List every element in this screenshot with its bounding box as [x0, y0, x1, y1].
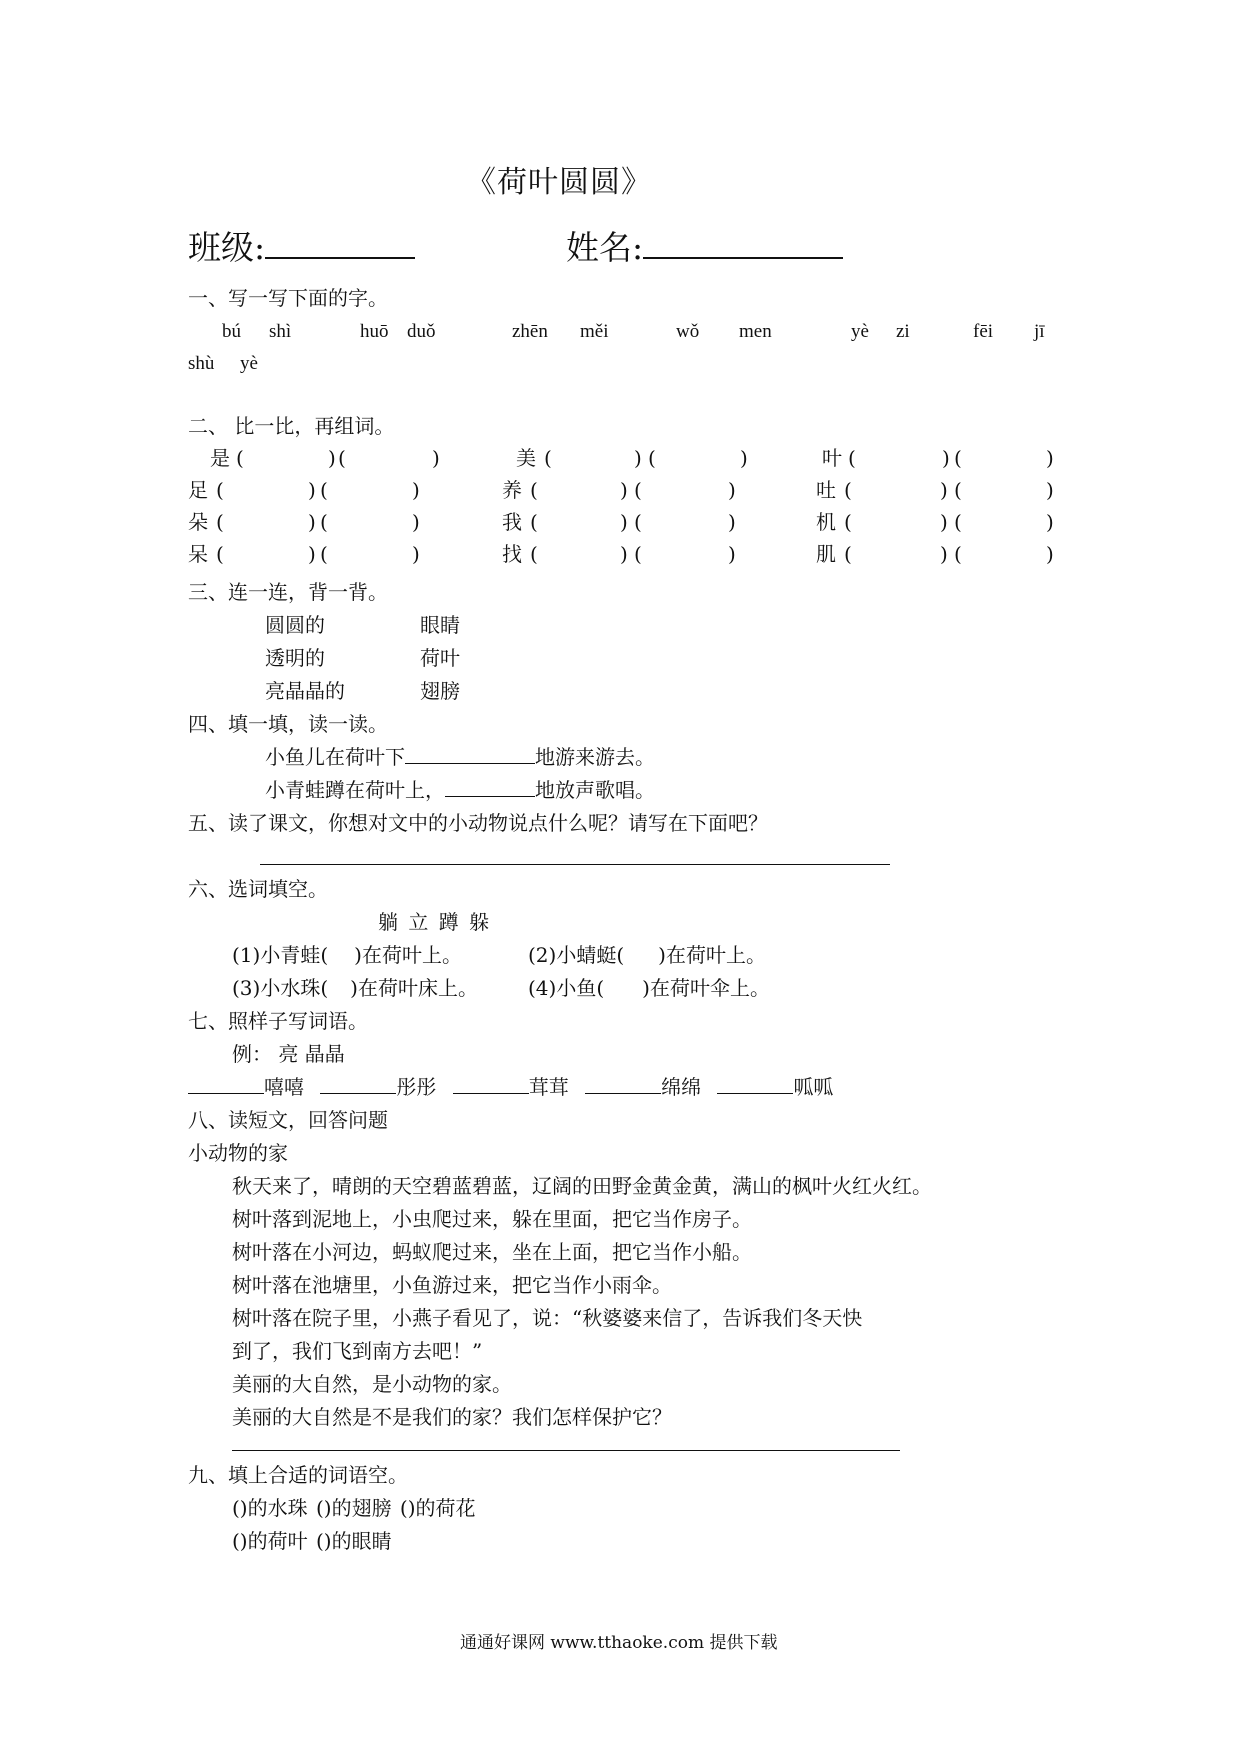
choice-text: )在荷叶伞上。 — [642, 976, 770, 1000]
paren-open: ( — [648, 446, 656, 470]
paren-open: ( — [844, 510, 852, 534]
choice-text: )在荷叶上。 — [658, 943, 766, 967]
answer-line[interactable] — [232, 1450, 900, 1451]
compare-char: 叶 — [822, 446, 842, 470]
name-field — [566, 228, 843, 268]
word-blank[interactable] — [188, 1075, 264, 1094]
paren-open: ( — [320, 478, 328, 502]
paren-close: ) — [412, 542, 420, 566]
paren-open: ( — [320, 510, 328, 534]
paren-close: ) — [940, 542, 948, 566]
match-left-item[interactable]: 透明的 — [265, 646, 325, 670]
compare-char: 吐 — [816, 478, 836, 502]
compare-char: 机 — [816, 510, 836, 534]
name-label: 姓名: — [566, 228, 644, 267]
paren-open: ( — [844, 478, 852, 502]
paren-open: ( — [954, 446, 962, 470]
section-3-heading: 三、连一连，背一背。 — [188, 580, 388, 604]
pinyin: zhēn — [512, 321, 548, 342]
class-blank[interactable] — [265, 229, 415, 259]
word-suffix: 绵绵 — [661, 1075, 702, 1099]
paren-open: ( — [634, 478, 642, 502]
word-blank[interactable] — [585, 1075, 661, 1094]
paren-close: ) — [1046, 478, 1054, 502]
section-9-heading: 九、填上合适的词语空。 — [188, 1463, 408, 1487]
choice-text: (1)小青蛙( — [232, 943, 329, 967]
section-7-heading: 七、照样子写词语。 — [188, 1009, 368, 1033]
match-right-item[interactable]: 眼睛 — [420, 613, 460, 637]
compare-char: 足 — [188, 478, 208, 502]
paren-open: ( — [954, 510, 962, 534]
pinyin: shì — [269, 321, 292, 342]
class-field — [188, 228, 415, 268]
fill-line-2 — [265, 778, 655, 802]
paren-open: ( — [544, 446, 552, 470]
pinyin: shù — [188, 353, 215, 374]
paren-open: ( — [236, 446, 244, 470]
paren-close: ) — [308, 542, 316, 566]
word-suffix: 茸茸 — [528, 1075, 569, 1099]
word-pattern-row — [188, 1075, 833, 1099]
passage-line: 树叶落在院子里，小燕子看见了，说：“秋婆婆来信了，告诉我们冬天快 — [232, 1306, 863, 1330]
paren-open: ( — [954, 542, 962, 566]
fill-row[interactable]: ()的荷叶 ()的眼睛 — [232, 1529, 392, 1553]
match-left-item[interactable]: 亮晶晶的 — [265, 679, 345, 703]
paren-open: ( — [216, 542, 224, 566]
fill-line-1 — [265, 745, 655, 769]
passage-line: 树叶落在小河边，蚂蚁爬过来，坐在上面，把它当作小船。 — [232, 1240, 752, 1264]
word-blank[interactable] — [717, 1075, 793, 1094]
paren-open: ( — [634, 510, 642, 534]
compare-char: 找 — [502, 542, 522, 566]
word-suffix: 呱呱 — [793, 1075, 834, 1099]
fill-blank[interactable] — [445, 778, 535, 797]
paren-close: ) — [728, 478, 736, 502]
paren-open: ( — [338, 446, 346, 470]
pinyin: bú — [222, 321, 241, 342]
class-label: 班级: — [188, 228, 266, 267]
paren-open: ( — [320, 542, 328, 566]
word-blank[interactable] — [320, 1075, 396, 1094]
section-4-heading: 四、填一填，读一读。 — [188, 712, 388, 736]
paren-close: ) — [940, 510, 948, 534]
passage-line: 美丽的大自然，是小动物的家。 — [232, 1372, 512, 1396]
name-blank[interactable] — [643, 229, 843, 259]
example: 例： 亮 晶晶 — [232, 1042, 345, 1066]
pinyin: wǒ — [676, 321, 700, 342]
fill-text: 小鱼儿在荷叶下 — [265, 745, 405, 769]
choice-item — [528, 943, 766, 967]
section-6-heading: 六、选词填空。 — [188, 877, 328, 901]
word-suffix: 彤彤 — [396, 1075, 437, 1099]
paren-close: ) — [308, 510, 316, 534]
paren-close: ) — [432, 446, 440, 470]
compare-char: 肌 — [816, 542, 836, 566]
choice-item — [528, 976, 770, 1000]
passage-title: 小动物的家 — [188, 1141, 288, 1165]
section-8-heading: 八、读短文，回答问题 — [188, 1108, 388, 1132]
pinyin: huō — [360, 321, 389, 342]
paren-open: ( — [954, 478, 962, 502]
passage-line: 秋天来了，晴朗的天空碧蓝碧蓝，辽阔的田野金黄金黄，满山的枫叶火红火红。 — [232, 1174, 932, 1198]
match-right-item[interactable]: 荷叶 — [420, 646, 460, 670]
paren-close: ) — [328, 446, 336, 470]
paren-close: ) — [942, 446, 950, 470]
compare-char: 养 — [502, 478, 522, 502]
pinyin: yè — [240, 353, 258, 374]
answer-line[interactable] — [260, 864, 890, 865]
passage-line: 树叶落到泥地上，小虫爬过来，躲在里面，把它当作房子。 — [232, 1207, 752, 1231]
pinyin: zi — [896, 321, 910, 342]
pinyin: jī — [1034, 321, 1045, 342]
choice-text: )在荷叶床上。 — [350, 976, 478, 1000]
paren-close: ) — [1046, 510, 1054, 534]
pinyin: men — [739, 321, 772, 342]
fill-text: 小青蛙蹲在荷叶上， — [265, 778, 445, 802]
compare-char: 呆 — [188, 542, 208, 566]
fill-text: 地游来游去。 — [535, 745, 655, 769]
choice-item — [232, 976, 478, 1000]
paren-close: ) — [940, 478, 948, 502]
paren-open: ( — [216, 478, 224, 502]
section-5-heading: 五、读了课文，你想对文中的小动物说点什么呢？请写在下面吧？ — [188, 811, 768, 835]
pinyin: fēi — [973, 321, 994, 342]
word-suffix: 嘻嘻 — [264, 1075, 304, 1099]
fill-text: 地放声歌唱。 — [535, 778, 655, 802]
paren-close: ) — [412, 478, 420, 502]
paren-open: ( — [844, 542, 852, 566]
paren-close: ) — [1046, 446, 1054, 470]
compare-char: 是 — [210, 446, 230, 470]
paren-close: ) — [412, 510, 420, 534]
passage-line: 树叶落在池塘里，小鱼游过来，把它当作小雨伞。 — [232, 1273, 672, 1297]
paren-close: ) — [620, 510, 628, 534]
choice-text: (2)小蜻蜓( — [528, 943, 625, 967]
paren-close: ) — [634, 446, 642, 470]
passage-line: 到了，我们飞到南方去吧！” — [232, 1339, 483, 1363]
match-left-item[interactable]: 圆圆的 — [265, 613, 325, 637]
pinyin: měi — [580, 321, 609, 342]
fill-blank[interactable] — [405, 745, 535, 764]
paren-close: ) — [1046, 542, 1054, 566]
paren-close: ) — [308, 478, 316, 502]
compare-char: 朵 — [188, 510, 208, 534]
match-right-item[interactable]: 翅膀 — [420, 679, 460, 703]
footer-text: 通通好课网 www.tthaoke.com 提供下载 — [460, 1633, 778, 1653]
choice-text: (4)小鱼( — [528, 976, 605, 1000]
paren-open: ( — [530, 478, 538, 502]
section-2-heading: 二、 比一比，再组词。 — [188, 414, 395, 438]
paren-close: ) — [740, 446, 748, 470]
paren-open: ( — [848, 446, 856, 470]
paren-open: ( — [634, 542, 642, 566]
pinyin: duǒ — [407, 321, 436, 342]
choice-text: )在荷叶上。 — [354, 943, 462, 967]
paren-open: ( — [216, 510, 224, 534]
paren-open: ( — [530, 510, 538, 534]
compare-char: 我 — [502, 510, 522, 534]
paren-close: ) — [620, 478, 628, 502]
passage-line: 美丽的大自然是不是我们的家？我们怎样保护它？ — [232, 1405, 672, 1429]
choice-item — [232, 943, 462, 967]
compare-char: 美 — [516, 446, 536, 470]
word-bank: 躺 立 蹲 躲 — [378, 910, 492, 934]
section-1-heading: 一、写一写下面的字。 — [188, 286, 388, 310]
paren-open: ( — [530, 542, 538, 566]
pinyin: yè — [851, 321, 869, 342]
paren-close: ) — [728, 542, 736, 566]
choice-text: (3)小水珠( — [232, 976, 329, 1000]
paren-close: ) — [728, 510, 736, 534]
page-title: 《荷叶圆圆》 — [466, 165, 652, 200]
word-blank[interactable] — [453, 1075, 529, 1094]
fill-row[interactable]: ()的水珠 ()的翅膀 ()的荷花 — [232, 1496, 476, 1520]
paren-close: ) — [620, 542, 628, 566]
